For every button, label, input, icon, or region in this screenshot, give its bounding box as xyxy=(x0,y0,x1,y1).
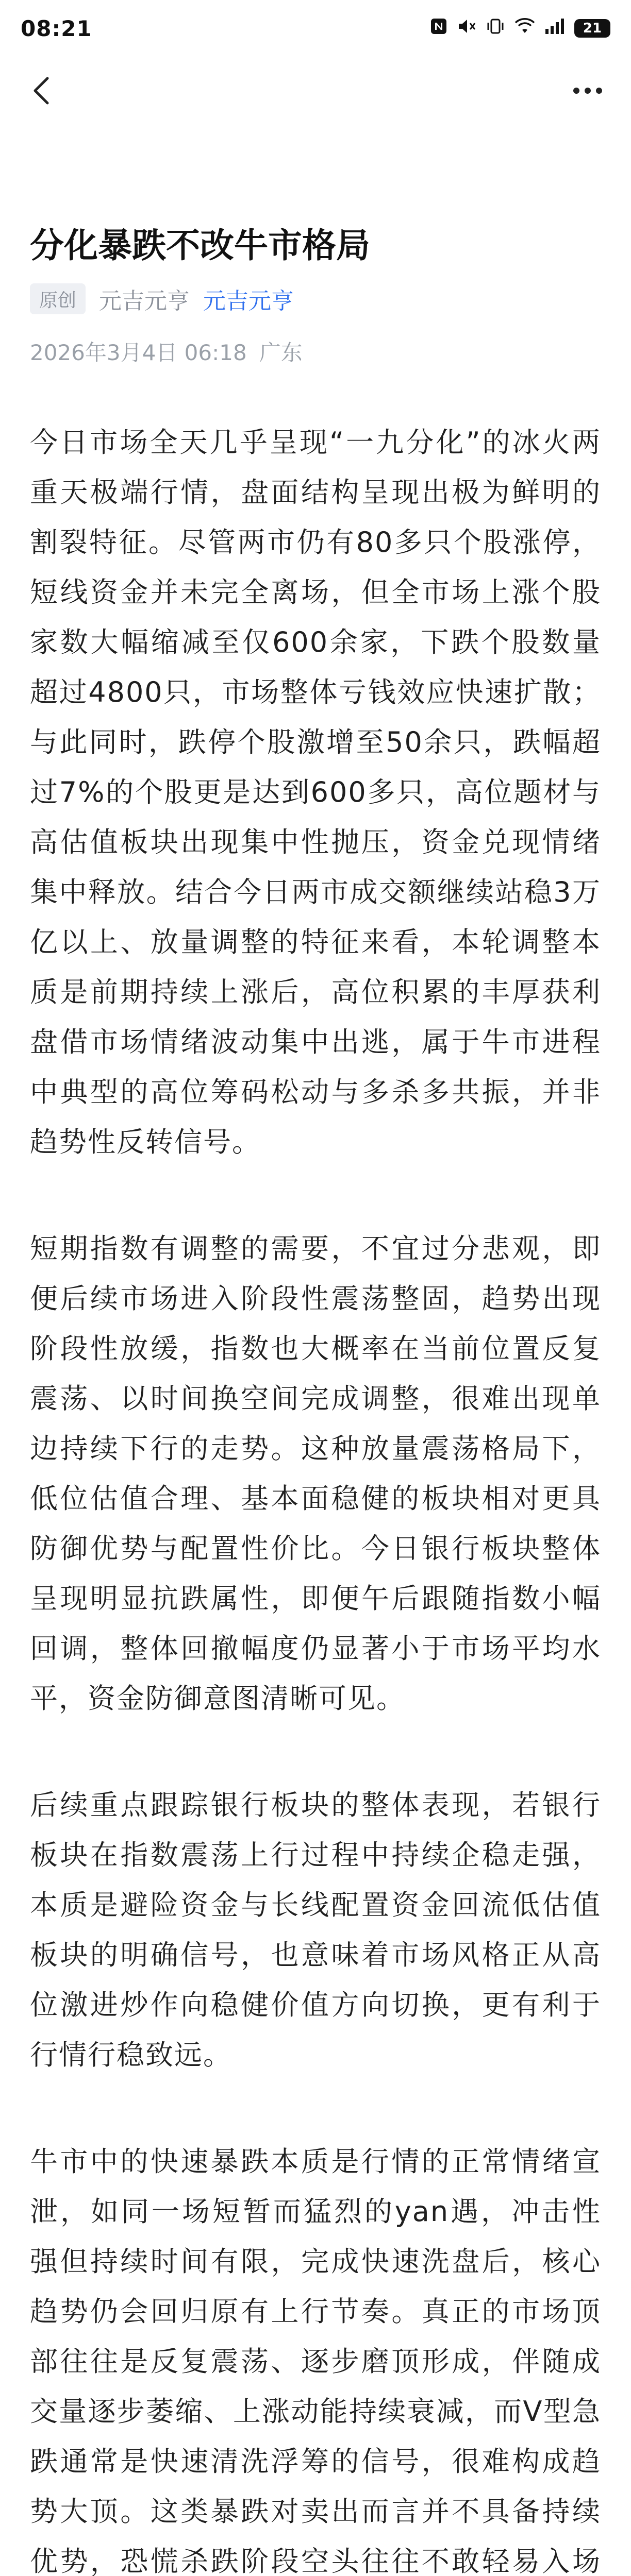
publish-datetime: 2026年3月4日 06:18 xyxy=(30,340,247,365)
back-button[interactable] xyxy=(21,71,62,112)
top-navigation xyxy=(0,57,631,129)
vibrate-icon xyxy=(486,18,505,40)
article-paragraph: 今日市场全天几乎呈现“一九分化”的冰火两重天极端行情，盘面结构呈现出极为鲜明的割裂特征。尽管两市仍有80多只个股涨停，短线资金并未完全离场，但全市场上涨个股家数大幅缩减至仅600余家，下跌个股数量超过4800只，市场整体亏钱效应快速扩散；与此同时，跌停个股激增至50余只，跌幅超过7%的个股更是达到600多只，高位题材与高估值板块出现集中性抛压，资金兑现情绪集中释放。结合今日两市成交额继续站稳3万亿以上、放量调整的特征来看，本轮调整本质是前期持续上涨后，高位积累的丰厚获利盘借市场情绪波动集中出逃，属于牛市进程中典型的高位筹码松动与多杀多共振，并非趋势性反转信号。 xyxy=(30,426,601,1158)
wifi-icon xyxy=(514,18,535,40)
status-icons xyxy=(430,18,610,40)
account-link[interactable]: 元吉元亨 xyxy=(203,288,294,314)
article-paragraph: 牛市中的快速暴跌本质是行情的正常情绪宣泄，如同一场短暂而猛烈的yan遇，冲击性强但持续时间有限，完成快速洗盘后，核心趋势仍会回归原有上行节奏。真正的市场顶部往往是反复震荡、逐步磨顶形成，伴随成交量逐步萎缩、上涨动能持续衰减，而V型急跌通常是快速清洗浮筹的信号，很难构成趋势大顶。这类暴跌对卖出而言并不具备持续优势，恐慌杀跌阶段空头往往不敢轻易入场 xyxy=(30,2145,601,2576)
status-bar xyxy=(0,0,631,57)
article-paragraph: 短期指数有调整的需要，不宜过分悲观，即便后续市场进入阶段性震荡整固，趋势出现阶段性放缓，指数也大概率在当前位置反复震荡、以时间换空间完成调整，很难出现单边持续下行的走势。这种放量震荡格局下，低位估值合理、基本面稳健的板块相对更具防御优势与配置性价比。今日银行板块整体呈现明显抗跌属性，即便午后跟随指数小幅回调，整体回撤幅度仍显著小于市场平均水平，资金防御意图清晰可见。 xyxy=(30,1232,601,1715)
article-meta xyxy=(30,282,294,315)
author-text: 元吉元亨 xyxy=(99,288,190,314)
more-button[interactable] xyxy=(567,71,608,112)
n-notification-icon xyxy=(430,18,447,40)
chevron-left-icon xyxy=(30,75,53,108)
article-paragraph: 后续重点跟踪银行板块的整体表现，若银行板块在指数震荡上行过程中持续企稳走强，本质是避险资金与长线配置资金回流低估值板块的明确信号，也意味着市场风格正从高位激进炒作向稳健价值方向切换，更有利于行情行稳致远。 xyxy=(30,1789,601,2071)
article-title: 分化暴跌不改牛市格局 xyxy=(30,226,370,266)
signal-icon xyxy=(544,18,565,40)
article-time-location xyxy=(30,336,303,367)
article-body xyxy=(30,417,601,2576)
mute-icon xyxy=(457,18,476,40)
battery-indicator: 21 xyxy=(574,19,610,38)
status-time: 08:21 xyxy=(21,15,92,41)
more-dots-icon xyxy=(572,87,603,97)
publish-location: 广东 xyxy=(259,340,303,365)
original-badge: 原创 xyxy=(30,283,86,314)
